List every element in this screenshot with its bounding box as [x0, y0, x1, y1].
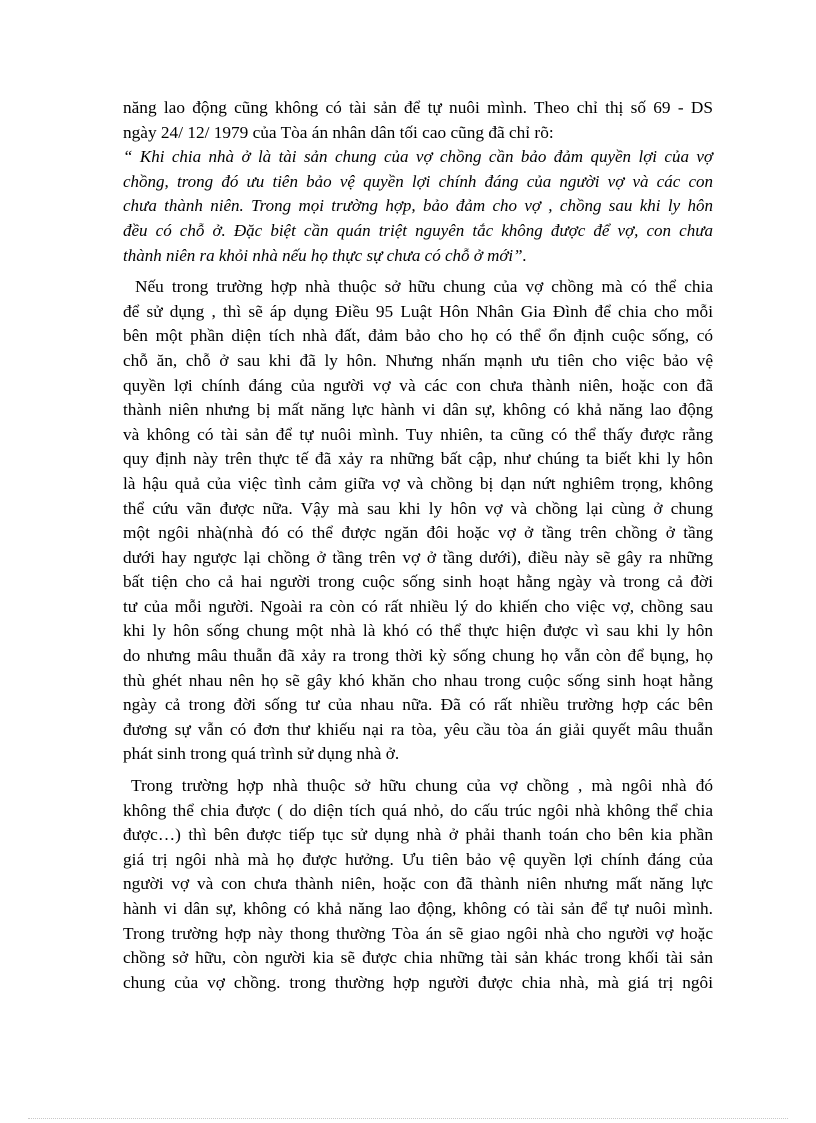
quote-line: chưa thành niên. Trong mọi trường hợp, bảo đảm cho vợ , chồng sau khi ly hôn — [123, 196, 713, 216]
paragraph-line: ngày cả trong đời sống tư của nhau nữa. Đã có rất nhiều trường hợp các bên — [123, 695, 713, 715]
quote-line: đều có chỗ ở. Đặc biệt cần quán triệt nguyên tắc không được để vợ, con chưa — [123, 220, 713, 240]
paragraph-line: phát sinh trong quá trình sử dụng nhà ở. — [123, 744, 400, 764]
paragraph-line: chỗ ăn, chỗ ở sau khi đã ly hôn. Nhưng nhấn mạnh ưu tiên cho việc bảo vệ — [123, 350, 713, 370]
paragraph-line: do nhưng mâu thuẫn đã xảy ra trong thời kỳ sống chung họ vẫn còn để bụng, họ — [123, 646, 713, 666]
paragraph-line: quyền lợi chính đáng của người vợ và các con chưa thành niên, hoặc con đã — [123, 375, 713, 395]
intro-line: ngày 24/ 12/ 1979 của Tòa án nhân dân tối cao cũng đã chỉ rõ: — [123, 122, 554, 142]
paragraph-line: người vợ và con chưa thành niên, hoặc con đã thành niên nhưng mất năng lực — [123, 874, 713, 894]
paragraph-line: dưới hay ngược lại chồng ở tầng trên vợ ở tầng dưới), điều này sẽ gây ra những — [123, 547, 713, 567]
page-bottom-divider — [28, 1118, 788, 1119]
paragraph-line: thành niên nhưng bị mất năng lực hành vi dân sự, không có khả năng lao động — [123, 400, 713, 420]
quote-line: chồng, trong đó ưu tiên bảo vệ quyền lợi chính đáng của người vợ và các con — [123, 171, 713, 191]
paragraph-line: thù ghét nhau nên họ sẽ gây khó khăn cho nhau trong cuộc sống sinh hoạt hằng — [123, 670, 713, 690]
paragraph-line: là hậu quả của việc tình cảm giữa vợ và chồng bị dạn nứt nghiêm trọng, không — [123, 473, 713, 493]
paragraph-line: được…) thì bên được tiếp tục sử dụng nhà ở phải thanh toán cho bên kia phần — [123, 825, 713, 845]
quote-paragraph — [123, 145, 713, 268]
paragraph-line: Trong trường hợp này thong thường Tòa án sẽ giao ngôi nhà cho người vợ hoặc — [123, 923, 713, 943]
paragraph-one — [123, 275, 713, 767]
paragraph-line: đương sự vẫn có đơn thư khiếu nại ra tòa, yêu cầu tòa án giải quyết mâu thuẫn — [123, 719, 713, 739]
paragraph-line: chung của vợ chồng. trong thường hợp người được chia nhà, mà giá trị ngôi — [123, 972, 713, 992]
paragraph-line: tư của mỗi người. Ngoài ra còn có rất nhiều lý do khiến cho việc vợ, chồng sau — [123, 596, 713, 616]
paragraph-line: một ngôi nhà(nhà đó có thể được ngăn đôi hoặc vợ ở tầng trên chồng ở tầng — [123, 523, 713, 543]
paragraph-line: bên một phần diện tích nhà đất, đảm bảo cho họ có thể ổn định cuộc sống, có — [123, 326, 713, 346]
paragraph-line: bất tiện cho cả hai người trong cuộc sống sinh hoạt hằng ngày và trong cả đời — [123, 572, 713, 592]
paragraph-line: giá trị ngôi nhà mà họ được hưởng. Ưu tiên bảo vệ quyền lợi chính đáng của — [123, 849, 713, 869]
paragraph-line: Nếu trong trường hợp nhà thuộc sở hữu chung của vợ chồng mà có thể chia — [135, 277, 713, 297]
intro-paragraph — [123, 96, 713, 145]
intro-line: năng lao động cũng không có tài sản để tự nuôi mình. Theo chỉ thị số 69 - DS — [123, 98, 713, 117]
paragraph-line: Trong trường hợp nhà thuộc sở hữu chung của vợ chồng , mà ngôi nhà đó — [131, 776, 713, 796]
paragraph-line: quy định này trên thực tế đã xảy ra những bất cập, như chúng ta biết khi ly hôn — [123, 449, 713, 469]
paragraph-line: không thể chia được ( do diện tích quá nhỏ, do cấu trúc ngôi nhà không thể chia — [123, 800, 713, 820]
quote-line: thành niên ra khỏi nhà nếu họ thực sự chưa có chỗ ở mới”. — [123, 245, 527, 265]
paragraph-line: hành vi dân sự, không có khả năng lao động, không có tài sản để tự nuôi mình. — [123, 899, 713, 918]
quote-line: “ Khi chia nhà ở là tài sản chung của vợ chồng cần bảo đảm quyền lợi của vợ — [123, 147, 713, 167]
paragraph-line: thể cứu vãn được nữa. Vậy mà sau khi ly hôn vợ và chồng lại cùng ở chung — [123, 498, 713, 518]
paragraph-line: khi ly hôn sống chung một nhà là khó có thể thực hiện được vì sau khi ly hôn — [123, 621, 713, 641]
paragraph-line: và không có tài sản để tự nuôi mình. Tuy nhiên, ta cũng có thể thấy được rằng — [123, 424, 713, 444]
paragraph-two — [123, 774, 713, 995]
paragraph-line: để sử dụng , thì sẽ áp dụng Điều 95 Luật Hôn Nhân Gia Đình để chia cho mỗi — [123, 301, 713, 321]
document-body — [123, 96, 713, 995]
paragraph-line: chồng sở hữu, còn người kia sẽ được chia những tài sản khác trong khối tài sản — [123, 948, 713, 968]
